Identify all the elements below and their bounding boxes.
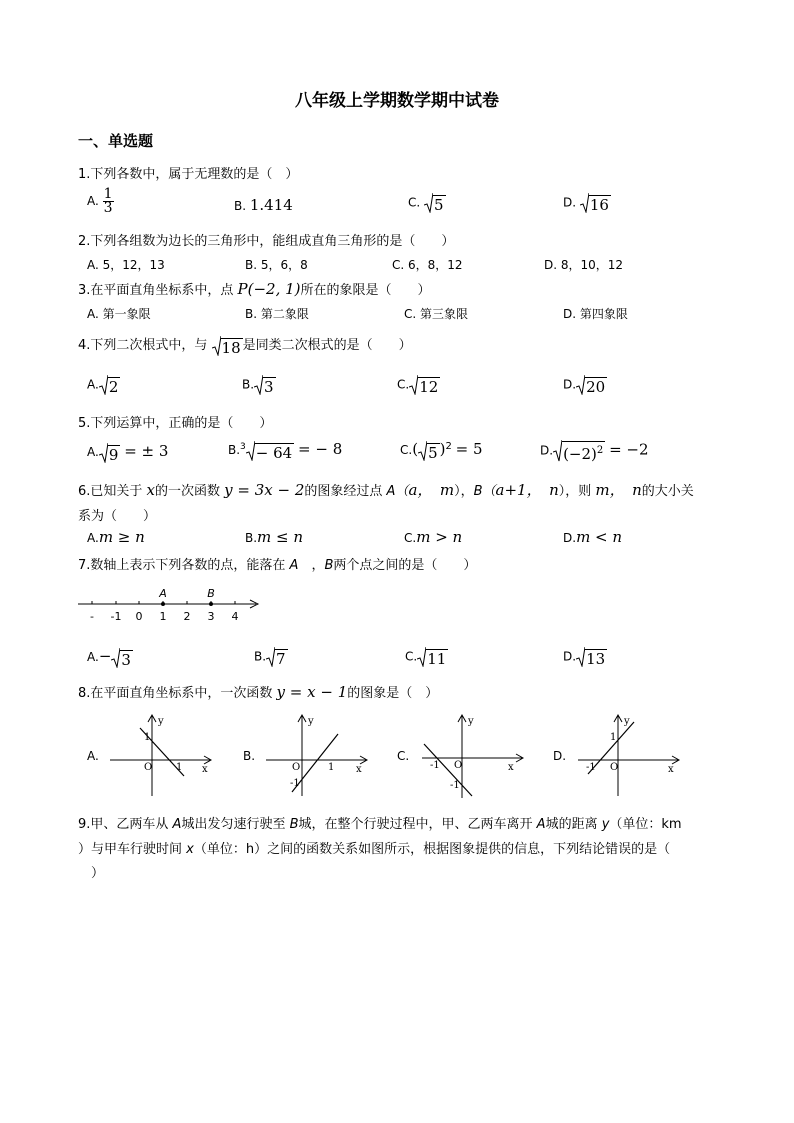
radical: 5 (418, 441, 440, 461)
tick-label: 1 (159, 610, 167, 623)
svg-text:-1: -1 (586, 762, 596, 773)
q7-option-d[interactable]: D. 13 (563, 647, 607, 667)
radical: 20 (576, 375, 607, 395)
option-label: D. (563, 195, 577, 210)
q4-option-c[interactable]: C. 12 (397, 375, 440, 395)
svg-text:O: O (610, 762, 619, 773)
q9-stem-line1: 9.甲、乙两车从 A城出发匀速行驶至 B城，在整个行驶过程中，甲、乙两车离开 A城的距离 y（单位：km (78, 817, 682, 832)
option-label: C. (408, 195, 421, 210)
q4-stem: 4.下列二次根式中，与 18 是同类二次根式的是（ ） (78, 334, 412, 356)
q2-option-c[interactable]: C. 6，8，12 (392, 258, 463, 272)
number-line (78, 584, 263, 626)
point-b-label: B (207, 587, 215, 600)
radical: $(-2)^2$ (553, 440, 605, 462)
q2-option-d[interactable]: D. 8，10，12 (544, 258, 624, 272)
radical: − 64 (246, 441, 294, 461)
q5-option-b[interactable]: B.$^3$ − 64 = − 8 (228, 440, 343, 462)
point-b-marker (209, 602, 213, 606)
svg-text:y: y (468, 716, 474, 727)
q7-option-c[interactable]: C. 11 (405, 647, 448, 667)
tick-label: 3 (207, 610, 215, 623)
svg-text:x: x (356, 764, 362, 775)
svg-text:-1: -1 (450, 780, 460, 791)
svg-text:y: y (158, 716, 164, 727)
section-heading: 一、单选题 (78, 132, 154, 150)
q1-option-a[interactable] (87, 188, 114, 215)
q9-stem-line2: ）与甲车行驶时间 x（单位：h）之间的函数关系如图所示，根据图象提供的信息，下列结论错误的是（ (78, 842, 671, 857)
q6-stem: 6.已知关于 x的一次函数 y = 3x − 2的图象经过点 A（a， m），B（a+1， n），则 m， n的大小关 (78, 481, 694, 499)
q8-graph-d[interactable] (574, 712, 684, 798)
q3-option-d[interactable]: D. 第四象限 (563, 307, 628, 321)
tick-label: 4 (231, 610, 239, 623)
q1-option-c[interactable] (408, 193, 446, 213)
q6-option-b[interactable]: B.m ≤ n (245, 528, 304, 546)
svg-text:y: y (624, 716, 630, 727)
q8-option-c-label[interactable]: C. (397, 749, 410, 763)
option-value: 1.414 (249, 196, 293, 214)
q5-option-d[interactable]: D. $(-2)^2$ = −2 (540, 440, 649, 463)
q5-stem: 5.下列运算中，正确的是（ ） (78, 416, 273, 431)
option-label: A. (87, 194, 99, 208)
q6-option-d[interactable]: D.m < n (563, 528, 623, 546)
radical: 7 (266, 647, 288, 667)
svg-text:O: O (292, 762, 301, 773)
tick-label: - (90, 610, 94, 623)
q1-stem: 1.下列各数中，属于无理数的是（ ） (78, 167, 299, 182)
tick-label: 0 (135, 610, 143, 623)
q3-option-b[interactable]: B. 第二象限 (245, 307, 309, 321)
q3-option-c[interactable]: C. 第三象限 (404, 307, 469, 321)
q9-stem-line3: ） (78, 866, 105, 881)
point-p: P(−2, 1) (237, 280, 301, 298)
q4-option-b[interactable]: B. 3 (242, 375, 276, 395)
q8-graph-c[interactable] (418, 712, 528, 800)
svg-text:O: O (144, 762, 153, 773)
svg-text:1: 1 (610, 732, 617, 743)
point-a-marker (161, 602, 165, 606)
option-label: B. (234, 199, 247, 213)
svg-text:x: x (202, 764, 208, 775)
q4-option-a[interactable]: A. 2 (87, 375, 120, 395)
tick-label: 2 (183, 610, 191, 623)
svg-text:1: 1 (176, 762, 183, 773)
svg-text:-1: -1 (290, 778, 300, 789)
q8-stem: 8.在平面直角坐标系中，一次函数 y = x − 1的图象是（ ） (78, 683, 439, 701)
fraction: $\frac{1}{3}$ (103, 186, 113, 216)
q8-graph-a[interactable] (106, 712, 216, 798)
q6-stem-line2: 系为（ ） (78, 509, 157, 524)
q8-option-d-label[interactable]: D. (553, 749, 567, 763)
q3-stem: 3.在平面直角坐标系中，点 P(−2, 1)所在的象限是（ ） (78, 280, 431, 298)
radical: 2 (99, 375, 121, 395)
q3-option-a[interactable]: A. 第一象限 (87, 307, 151, 321)
q2-option-a[interactable]: A. 5，12，13 (87, 258, 165, 272)
svg-text:x: x (668, 764, 674, 775)
page-title: 八年级上学期数学期中试卷 (295, 91, 499, 111)
q2-option-b[interactable]: B. 5，6，8 (245, 258, 308, 272)
q1-option-b[interactable] (234, 196, 293, 214)
svg-text:-1: -1 (430, 760, 440, 771)
q7-stem: 7.数轴上表示下列各数的点，能落在 A ，B两个点之间的是（ ） (78, 558, 477, 573)
q8-graph-b[interactable] (262, 712, 372, 798)
svg-text:1: 1 (328, 762, 335, 773)
radical: 12 (409, 375, 440, 395)
q6-option-a[interactable]: A.m ≥ n (87, 528, 145, 546)
q8-option-b-label[interactable]: B. (243, 749, 256, 763)
q5-option-a[interactable]: A. 9 = ± 3 (87, 442, 169, 464)
radical: 3 (111, 648, 133, 668)
q7-option-b[interactable]: B. 7 (254, 647, 288, 667)
svg-text:1: 1 (144, 732, 151, 743)
radical: 11 (417, 647, 448, 667)
tick-label: -1 (110, 610, 122, 623)
q1-option-d[interactable] (563, 193, 611, 213)
q7-option-a[interactable]: A.− 3 (87, 647, 131, 669)
point-a-label: A (159, 587, 167, 600)
radical: 18 (212, 336, 243, 356)
svg-text:y: y (308, 716, 314, 727)
q8-option-a-label[interactable]: A. (87, 749, 99, 763)
q2-stem: 2.下列各组数为边长的三角形中，能组成直角三角形的是（ ） (78, 234, 455, 249)
q5-option-c[interactable]: C.( 5 )$^2$ = 5 (400, 440, 483, 462)
q6-option-c[interactable]: C.m > n (404, 528, 463, 546)
radical: 9 (99, 443, 121, 463)
radical: 16 (580, 193, 611, 213)
radical: 3 (254, 375, 276, 395)
svg-text:x: x (508, 762, 514, 773)
radical: 5 (424, 193, 446, 213)
radical: 13 (576, 647, 607, 667)
q4-option-d[interactable]: D. 20 (563, 375, 607, 395)
svg-text:O: O (454, 760, 463, 771)
